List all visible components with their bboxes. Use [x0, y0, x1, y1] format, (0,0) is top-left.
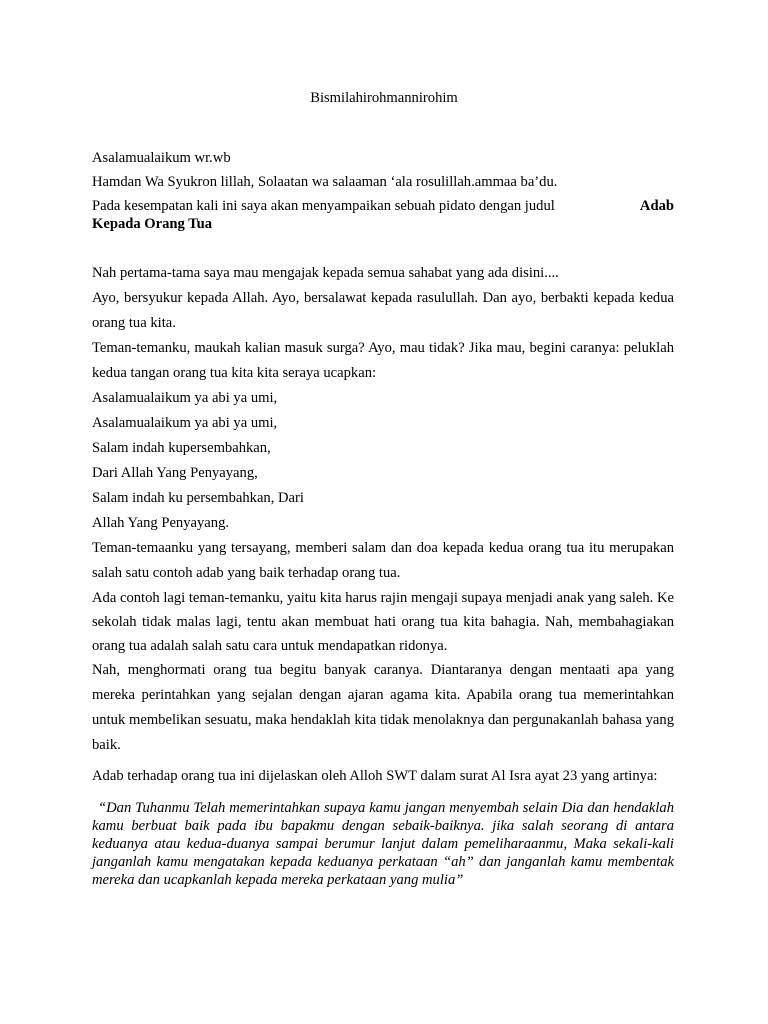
quote-text: “Dan Tuhanmu Telah memerintahkan supaya kamu jangan menyembah selain Dia dan hendaklah kamu berbuat baik pada ibu bapakmu dengan sebaik-baiknya. jika salah seorang di antara keduanya atau kedua-duanya sampai berumur lanjut dalam pemeliharaanmu, Maka sekali-kali janganlah kamu mengatakan kepada keduanya perkataan “ah” dan janganlah kamu membentak mereka dan ucapkanlah kepada mereka perkataan yang mulia” — [92, 800, 674, 888]
verse-translation-quote — [92, 799, 674, 889]
salam-line: Allah Yang Penyayang. — [92, 515, 230, 531]
intro-title-part1: Adab — [639, 198, 674, 214]
paragraph-2: Ayo, bersyukur kepada Allah. Ayo, bersalawat kepada rasulullah. Dan ayo, berbakti kepada kedua orang tua kita. — [92, 290, 674, 331]
document-title: Bismilahirohmannirohim — [310, 90, 458, 106]
greeting: Asalamualaikum wr.wb — [92, 150, 231, 166]
salam-line: Asalamualaikum ya abi ya umi, — [92, 415, 278, 431]
opening-line: Hamdan Wa Syukron lillah, Solaatan wa salaaman ‘ala rosulillah.ammaa ba’du. — [92, 174, 558, 190]
document-body — [92, 149, 674, 889]
salam-verse — [92, 386, 674, 536]
paragraph-4: Teman-temaanku yang tersayang, memberi salam dan doa kepada kedua orang tua itu merupakan salah satu contoh adab yang baik terhadap orang tua. — [92, 540, 674, 581]
salam-line: Asalamualaikum ya abi ya umi, — [92, 390, 278, 406]
intro-text: Pada kesempatan kali ini saya akan menyampaikan sebuah pidato dengan judul — [92, 198, 555, 214]
salam-line: Salam indah ku persembahkan, Dari — [92, 490, 304, 506]
paragraph-5: Ada contoh lagi teman-temanku, yaitu kita harus rajin mengaji supaya menjadi anak yang saleh. Ke sekolah tidak malas lagi, tentu akan membuat hati orang tua kita bahagia. Nah, membahagiakan orang tua adalah salah satu cara untuk mendapatkan ridonya. — [92, 590, 674, 654]
paragraph-7: Adab terhadap orang tua ini dijelaskan oleh Alloh SWT dalam surat Al Isra ayat 23 yang artinya: — [92, 768, 658, 784]
paragraph-6: Nah, menghormati orang tua begitu banyak caranya. Diantaranya dengan mentaati apa yang mereka perintahkan yang sejalan dengan ajaran agama kita. Apabila orang tua memerintahkan untuk membelikan sesuatu, maka hendaklah kita tidak menolaknya dan pergunakanlah bahasa yang baik. — [92, 662, 674, 753]
intro-first-line — [92, 197, 674, 215]
intro-paragraph — [92, 197, 674, 233]
salam-line: Salam indah kupersembahkan, — [92, 440, 271, 456]
intro-title-part2: Kepada Orang Tua — [92, 216, 213, 232]
salam-line: Dari Allah Yang Penyayang, — [92, 465, 258, 481]
paragraph-1: Nah pertama-tama saya mau mengajak kepada semua sahabat yang ada disini.... — [92, 265, 559, 281]
paragraph-3: Teman-temanku, maukah kalian masuk surga? Ayo, mau tidak? Jika mau, begini caranya: peluklah kedua tangan orang tua kita kita seraya ucapkan: — [92, 340, 674, 381]
